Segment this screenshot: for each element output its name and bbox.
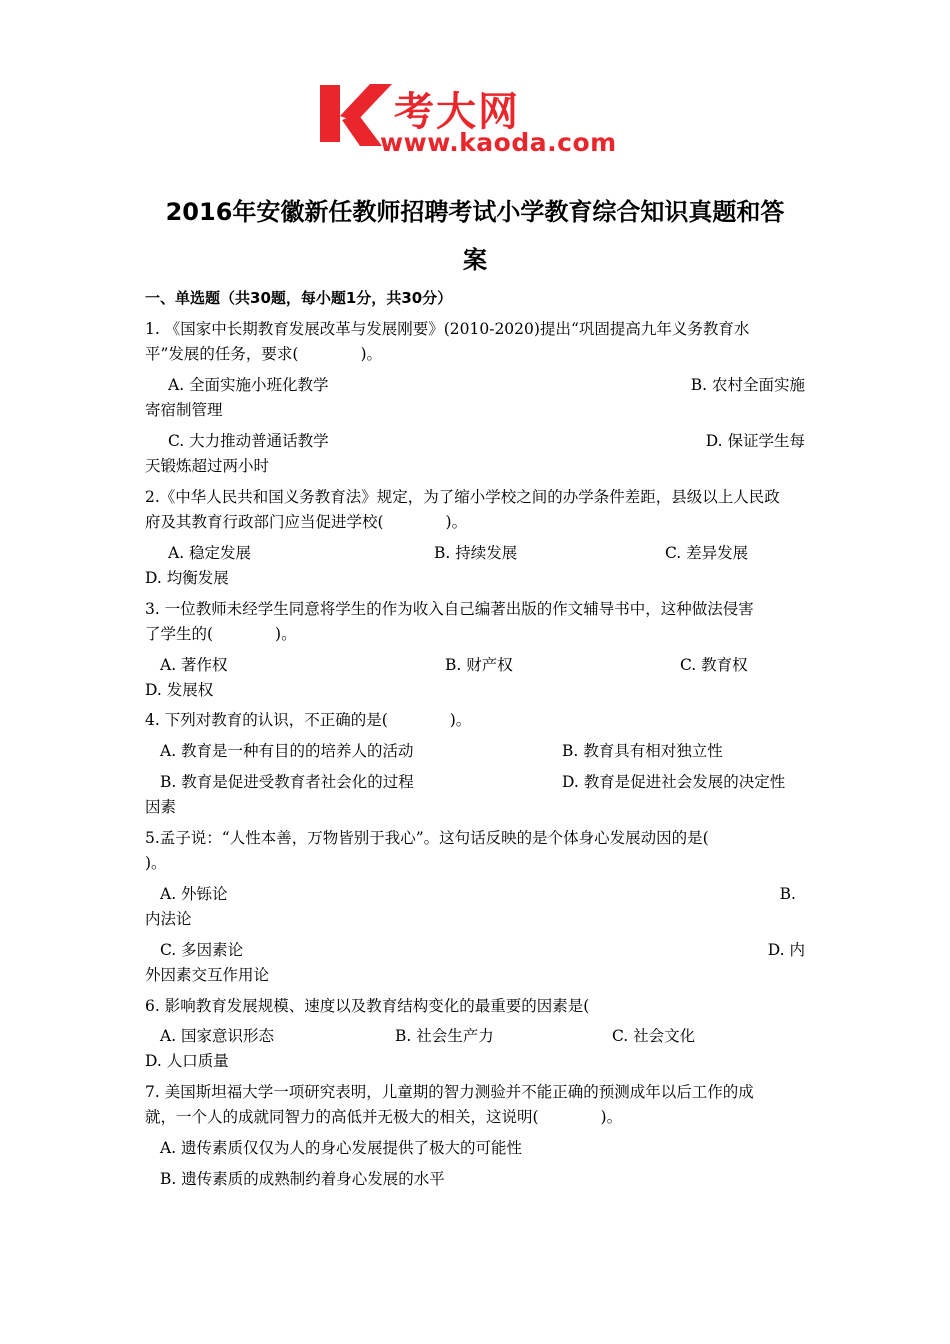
document-title-line1: 2016年安徽新任教师招聘考试小学教育综合知识真题和答 <box>165 198 785 226</box>
q6-option-d: D. 人口质量 <box>145 1052 229 1070</box>
q6-option-b: B. 社会生产力 <box>395 1027 494 1045</box>
q2-option-c: C. 差异发展 <box>665 544 749 562</box>
q7-stem-line1: 7. 美国斯坦福大学一项研究表明，儿童期的智力测验并不能正确的预测成年以后工作的成 <box>145 1083 754 1101</box>
q2-option-a: A. 稳定发展 <box>168 544 252 562</box>
q5-stem-line1: 5.孟子说：“人性本善，万物皆别于我心”。这句话反映的是个体身心发展动因的是( <box>145 829 709 847</box>
q1-stem-line2: 平”发展的任务，要求( )。 <box>145 345 383 363</box>
q1-option-b: B. 农村全面实施 <box>690 376 805 394</box>
q1-stem-line1: 1. 《国家中长期教育发展改革与发展刚要》(2010-2020)提出“巩固提高九年义务教育水 <box>145 320 750 338</box>
q1-option-d: D. 保证学生每 <box>705 432 805 450</box>
q3-stem-line1: 3. 一位教师未经学生同意将学生的作为收入自己编著出版的作文辅导书中，这种做法侵害 <box>145 600 754 618</box>
document-title-line2: 案 <box>463 246 487 274</box>
q6-stem: 6. 影响教育发展规模、速度以及教育结构变化的最重要的因素是( <box>145 997 590 1015</box>
q2-option-b: B. 持续发展 <box>434 544 518 562</box>
q2-stem-line2: 府及其教育行政部门应当促进学校( )。 <box>145 513 468 531</box>
q4-option-b: B. 教育具有相对独立性 <box>562 742 723 760</box>
q7-option-a: A. 遗传素质仅仅为人的身心发展提供了极大的可能性 <box>160 1139 523 1157</box>
q3-option-d: D. 发展权 <box>145 681 214 699</box>
q3-option-c: C. 教育权 <box>680 656 748 674</box>
q5-option-d: D. 内 <box>767 941 805 959</box>
q5-option-b-cont: 内法论 <box>145 910 192 928</box>
q3-option-b: B. 财产权 <box>445 656 513 674</box>
kaoda-logo <box>318 80 648 160</box>
q4-option-d-cont: 因素 <box>145 798 177 816</box>
q2-stem-line1: 2.《中华人民共和国义务教育法》规定，为了缩小学校之间的办学条件差距，县级以上人民政 <box>145 488 780 506</box>
q5-stem-line2: )。 <box>145 854 167 872</box>
q4-option-c: B. 教育是促进受教育者社会化的过程 <box>160 773 414 791</box>
q1-option-a: A. 全面实施小班化教学 <box>168 376 329 394</box>
q5-option-a: A. 外铄论 <box>160 885 228 903</box>
q2-option-d: D. 均衡发展 <box>145 569 229 587</box>
q4-stem: 4. 下列对教育的认识，不正确的是( )。 <box>145 711 472 729</box>
q1-option-d-cont: 天锻炼超过两小时 <box>145 457 270 475</box>
q6-option-a: A. 国家意识形态 <box>160 1027 275 1045</box>
logo-brand-text: 考大网 <box>394 89 520 135</box>
q5-option-d-cont: 外因素交互作用论 <box>145 966 270 984</box>
q1-option-b-cont: 寄宿制管理 <box>145 401 223 419</box>
q5-option-c: C. 多因素论 <box>160 941 244 959</box>
q3-option-a: A. 著作权 <box>160 656 228 674</box>
q4-option-d: D. 教育是促进社会发展的决定性 <box>562 773 786 791</box>
q5-option-b: B. <box>779 885 796 903</box>
logo-url-text: www.kaoda.com <box>380 128 617 157</box>
q7-stem-line2: 就，一个人的成就同智力的高低并无极大的相关，这说明( )。 <box>145 1108 623 1126</box>
q7-option-b: B. 遗传素质的成熟制约着身心发展的水平 <box>160 1170 445 1188</box>
q4-option-a: A. 教育是一种有目的的培养人的活动 <box>160 742 414 760</box>
q3-stem-line2: 了学生的( )。 <box>145 625 297 643</box>
q6-option-c: C. 社会文化 <box>612 1027 696 1045</box>
section-heading: 一、单选题（共30题，每小题1分，共30分） <box>145 289 453 307</box>
q1-option-c: C. 大力推动普通话教学 <box>168 432 329 450</box>
